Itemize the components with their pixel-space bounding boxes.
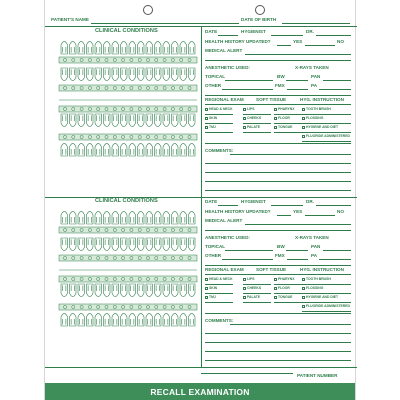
patient-number-label: PATIENT NUMBER bbox=[297, 373, 338, 378]
patient-name-label: PATIENT'S NAME bbox=[51, 17, 89, 22]
hygiene-diet-checkbox[interactable] bbox=[302, 126, 305, 129]
fluoride-label: FLUORIDE ADMINISTERED bbox=[306, 133, 350, 138]
date-label: DATE bbox=[205, 29, 218, 34]
soft-tissue-label: SOFT TISSUE bbox=[256, 267, 287, 272]
bw-field[interactable] bbox=[286, 250, 308, 251]
hygienist-field[interactable] bbox=[271, 205, 303, 206]
palate-rule bbox=[243, 302, 271, 303]
health-history-label: HEALTH HISTORY UPDATED? bbox=[205, 209, 271, 214]
medical-alert-field-2[interactable] bbox=[205, 230, 351, 231]
bw-field[interactable] bbox=[286, 80, 308, 81]
other-field[interactable] bbox=[222, 259, 273, 260]
tongue-label: TONGUE bbox=[278, 124, 293, 129]
fluoride-rule bbox=[302, 141, 351, 142]
other-label: OTHER bbox=[205, 83, 222, 88]
lips-rule bbox=[243, 114, 271, 115]
health-history-yes-field[interactable] bbox=[277, 45, 291, 46]
exam-header-divider bbox=[205, 274, 351, 275]
regional-exam-label: REGIONAL EXAM bbox=[205, 97, 244, 102]
floor-checkbox[interactable] bbox=[274, 117, 277, 120]
comments-label: COMMENTS: bbox=[205, 318, 234, 323]
lips-label: LIPS bbox=[247, 106, 255, 111]
fluoride-checkbox[interactable] bbox=[302, 135, 305, 138]
flossing-checkbox[interactable] bbox=[302, 287, 305, 290]
medical-alert-field[interactable] bbox=[245, 54, 351, 55]
recall-examination-form bbox=[44, 0, 356, 400]
pa-label: PA bbox=[311, 83, 318, 88]
fluoride-label: FLUORIDE ADMINISTERED bbox=[306, 303, 350, 308]
lips-checkbox[interactable] bbox=[243, 108, 246, 111]
flossing-rule bbox=[302, 123, 351, 124]
column-divider bbox=[201, 197, 202, 367]
tmj-rule bbox=[205, 132, 233, 133]
flossing-label: FLOSSING bbox=[306, 285, 324, 290]
flossing-rule bbox=[302, 293, 351, 294]
tooth-chart[interactable] bbox=[55, 208, 201, 336]
toothbrush-checkbox[interactable] bbox=[302, 108, 305, 111]
hygiene-diet-rule bbox=[302, 132, 351, 133]
flossing-checkbox[interactable] bbox=[302, 117, 305, 120]
fmx-field[interactable] bbox=[287, 89, 308, 90]
lips-label: LIPS bbox=[247, 276, 255, 281]
pharynx-checkbox[interactable] bbox=[274, 108, 277, 111]
anesthetic-label: ANESTHETIC USED: bbox=[205, 65, 250, 70]
pan-field[interactable] bbox=[323, 80, 351, 81]
floor-rule bbox=[274, 123, 302, 124]
hygiene-diet-label: HYGIENE AND DIET bbox=[306, 294, 339, 299]
medical-alert-field-2[interactable] bbox=[205, 60, 351, 61]
fluoride-checkbox[interactable] bbox=[302, 305, 305, 308]
tmj-label: TMJ bbox=[209, 124, 216, 129]
skin-checkbox[interactable] bbox=[205, 287, 208, 290]
toothbrush-rule bbox=[302, 114, 351, 115]
pharynx-rule bbox=[274, 284, 302, 285]
tongue-checkbox[interactable] bbox=[274, 296, 277, 299]
topical-field[interactable] bbox=[225, 250, 273, 251]
comments-field-line[interactable] bbox=[205, 190, 351, 191]
pa-field[interactable] bbox=[319, 89, 351, 90]
floor-rule bbox=[274, 293, 302, 294]
cheeks-checkbox[interactable] bbox=[243, 287, 246, 290]
anesthetic-label: ANESTHETIC USED: bbox=[205, 235, 250, 240]
palate-checkbox[interactable] bbox=[243, 126, 246, 129]
comments-field[interactable] bbox=[230, 324, 351, 325]
binder-hole-right bbox=[255, 5, 265, 15]
tmj-checkbox[interactable] bbox=[205, 126, 208, 129]
pa-label: PA bbox=[311, 253, 318, 258]
comments-field-line[interactable] bbox=[205, 172, 351, 173]
yes-label: YES bbox=[293, 209, 303, 214]
tongue-checkbox[interactable] bbox=[274, 126, 277, 129]
soft-tissue-label: SOFT TISSUE bbox=[256, 97, 287, 102]
head-neck-label: HEAD & NECK bbox=[209, 276, 233, 281]
pan-label: PAN bbox=[311, 74, 321, 79]
medical-alert-field[interactable] bbox=[245, 224, 351, 225]
exam-header-divider bbox=[205, 104, 351, 105]
hygienist-field[interactable] bbox=[271, 35, 303, 36]
pan-field[interactable] bbox=[323, 250, 351, 251]
comments-label: COMMENTS: bbox=[205, 148, 234, 153]
health-history-no-field[interactable] bbox=[305, 45, 335, 46]
yes-label: YES bbox=[293, 39, 303, 44]
pharynx-label: PHARYNX bbox=[278, 276, 295, 281]
topical-label: TOPICAL bbox=[205, 244, 226, 249]
comments-divider bbox=[205, 143, 351, 144]
no-label: NO bbox=[337, 209, 344, 214]
health-history-yes-field[interactable] bbox=[277, 215, 291, 216]
comments-field-line[interactable] bbox=[205, 181, 351, 182]
comments-field[interactable] bbox=[230, 154, 351, 155]
skin-label: SKIN bbox=[209, 285, 218, 290]
tongue-label: TONGUE bbox=[278, 294, 293, 299]
cheeks-rule bbox=[243, 293, 271, 294]
date-label: DATE bbox=[205, 199, 218, 204]
palate-label: PALATE bbox=[247, 124, 261, 129]
other-field[interactable] bbox=[222, 89, 273, 90]
medical-alert-label: MEDICAL ALERT bbox=[205, 218, 243, 223]
xrays-label: X-RAYS TAKEN bbox=[295, 65, 329, 70]
exam-divider bbox=[205, 265, 351, 266]
date-field[interactable] bbox=[218, 35, 238, 36]
medical-alert-label: MEDICAL ALERT bbox=[205, 48, 243, 53]
date-of-birth-label: DATE OF BIRTH bbox=[241, 17, 277, 22]
chart-title: CLINICAL CONDITIONS bbox=[95, 198, 158, 204]
cheeks-label: CHEEKS bbox=[247, 285, 262, 290]
lips-checkbox[interactable] bbox=[243, 278, 246, 281]
skin-rule bbox=[205, 293, 233, 294]
comments-field-line[interactable] bbox=[205, 333, 351, 334]
hyg-instruction-label: HYG. INSTRUCTION bbox=[300, 267, 344, 272]
patient-number-field[interactable] bbox=[201, 373, 293, 374]
pa-field[interactable] bbox=[319, 259, 351, 260]
skin-checkbox[interactable] bbox=[205, 117, 208, 120]
fmx-label: FMX bbox=[275, 253, 285, 258]
health-history-label: HEALTH HISTORY UPDATED? bbox=[205, 39, 271, 44]
pharynx-rule bbox=[274, 114, 302, 115]
hyg-instruction-label: HYG. INSTRUCTION bbox=[300, 97, 344, 102]
head-neck-rule bbox=[205, 284, 233, 285]
comments-field-line[interactable] bbox=[205, 360, 351, 361]
form-title-banner bbox=[45, 383, 355, 400]
floor-label: FLOOR bbox=[278, 115, 290, 120]
bw-label: BW bbox=[277, 74, 285, 79]
chart-title: CLINICAL CONDITIONS bbox=[95, 28, 158, 34]
comments-field-line[interactable] bbox=[205, 342, 351, 343]
fmx-field[interactable] bbox=[287, 259, 308, 260]
tongue-rule bbox=[274, 302, 302, 303]
hygiene-diet-checkbox[interactable] bbox=[302, 296, 305, 299]
floor-checkbox[interactable] bbox=[274, 287, 277, 290]
pharynx-label: PHARYNX bbox=[278, 106, 295, 111]
cheeks-checkbox[interactable] bbox=[243, 117, 246, 120]
health-history-no-field[interactable] bbox=[305, 215, 335, 216]
comments-divider bbox=[205, 313, 351, 314]
fmx-label: FMX bbox=[275, 83, 285, 88]
palate-label: PALATE bbox=[247, 294, 261, 299]
bw-label: BW bbox=[277, 244, 285, 249]
toothbrush-label: TOOTH BRUSH bbox=[306, 276, 331, 281]
dr-field[interactable] bbox=[316, 205, 351, 206]
palate-checkbox[interactable] bbox=[243, 296, 246, 299]
fluoride-rule bbox=[302, 311, 351, 312]
toothbrush-rule bbox=[302, 284, 351, 285]
date-of-birth-field[interactable] bbox=[282, 23, 350, 24]
column-divider bbox=[201, 27, 202, 197]
hygiene-diet-label: HYGIENE AND DIET bbox=[306, 124, 339, 129]
head-neck-checkbox[interactable] bbox=[205, 278, 208, 281]
tooth-chart[interactable] bbox=[55, 38, 201, 166]
regional-exam-label: REGIONAL EXAM bbox=[205, 267, 244, 272]
tmj-rule bbox=[205, 302, 233, 303]
head-neck-label: HEAD & NECK bbox=[209, 106, 233, 111]
skin-label: SKIN bbox=[209, 115, 218, 120]
tmj-checkbox[interactable] bbox=[205, 296, 208, 299]
cheeks-label: CHEEKS bbox=[247, 115, 262, 120]
skin-rule bbox=[205, 123, 233, 124]
lips-rule bbox=[243, 284, 271, 285]
cheeks-rule bbox=[243, 123, 271, 124]
xrays-label: X-RAYS TAKEN bbox=[295, 235, 329, 240]
pharynx-checkbox[interactable] bbox=[274, 278, 277, 281]
toothbrush-checkbox[interactable] bbox=[302, 278, 305, 281]
pan-label: PAN bbox=[311, 244, 321, 249]
palate-rule bbox=[243, 132, 271, 133]
binder-hole-left bbox=[143, 5, 153, 15]
head-neck-rule bbox=[205, 114, 233, 115]
other-label: OTHER bbox=[205, 253, 222, 258]
patient-name-field[interactable] bbox=[91, 23, 239, 24]
tongue-rule bbox=[274, 132, 302, 133]
form-title: RECALL EXAMINATION bbox=[150, 387, 250, 397]
hygienist-label: HYGIENIST bbox=[241, 199, 266, 204]
hygienist-label: HYGIENIST bbox=[241, 29, 266, 34]
head-neck-checkbox[interactable] bbox=[205, 108, 208, 111]
comments-field-line[interactable] bbox=[205, 163, 351, 164]
tmj-label: TMJ bbox=[209, 294, 216, 299]
flossing-label: FLOSSING bbox=[306, 115, 324, 120]
dr-label: DR. bbox=[306, 199, 314, 204]
hygiene-diet-rule bbox=[302, 302, 351, 303]
dr-label: DR. bbox=[306, 29, 314, 34]
dr-field[interactable] bbox=[316, 35, 351, 36]
topical-label: TOPICAL bbox=[205, 74, 226, 79]
toothbrush-label: TOOTH BRUSH bbox=[306, 106, 331, 111]
topical-field[interactable] bbox=[225, 80, 273, 81]
floor-label: FLOOR bbox=[278, 285, 290, 290]
no-label: NO bbox=[337, 39, 344, 44]
comments-field-line[interactable] bbox=[205, 351, 351, 352]
date-field[interactable] bbox=[218, 205, 238, 206]
section-divider bbox=[45, 367, 357, 368]
exam-divider bbox=[205, 95, 351, 96]
